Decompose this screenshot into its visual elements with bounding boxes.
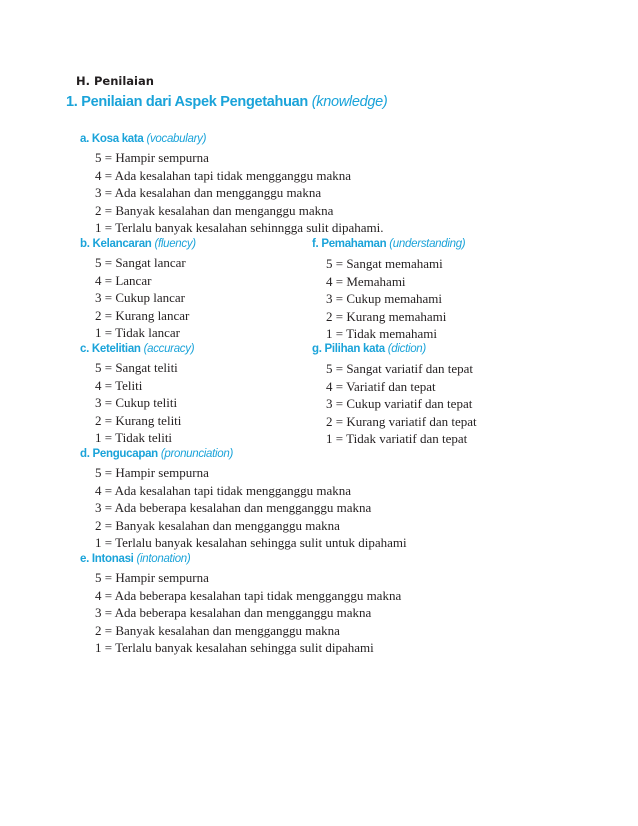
criterion-list-fluency	[95, 254, 189, 342]
criterion-english: (diction)	[387, 343, 426, 355]
criterion-label: d. Pengucapan	[80, 448, 158, 460]
list-item: 2 = Kurang variatif dan tepat	[326, 413, 477, 429]
list-item: 3 = Ada beberapa kesalahan dan mengganggu makna	[95, 605, 372, 621]
criterion-heading-fluency	[80, 238, 196, 250]
criterion-list-accuracy	[95, 359, 181, 447]
list-item: 4 = Ada beberapa kesalahan tapi tidak mengganggu makna	[95, 587, 402, 603]
list-item: 5 = Sangat lancar	[95, 255, 186, 270]
list-item: 2 = Kurang memahami	[326, 308, 447, 324]
criterion-label: c. Ketelitian	[80, 343, 141, 355]
list-item: 3 = Cukup teliti	[95, 395, 178, 411]
list-item: 4 = Ada kesalahan tapi tidak mengganggu makna	[95, 167, 352, 183]
list-item: 1 = Terlalu banyak kesalahan sehinngga sulit dipahami.	[95, 220, 384, 236]
subheading-english: (knowledge)	[311, 94, 388, 110]
criterion-heading-pronunciation	[80, 448, 233, 460]
list-item: 5 = Hampir sempurna	[95, 465, 209, 480]
list-item: 3 = Cukup lancar	[95, 290, 186, 306]
list-item: 5 = Hampir sempurna	[95, 150, 209, 165]
criterion-list-diction	[326, 360, 477, 448]
list-item: 4 = Teliti	[95, 377, 143, 393]
criterion-heading-diction	[312, 343, 426, 355]
list-item: 5 = Hampir sempurna	[95, 570, 209, 585]
list-item: 1 = Tidak teliti	[95, 430, 173, 446]
list-item: 3 = Ada kesalahan dan mengganggu makna	[95, 185, 322, 201]
list-item: 2 = Banyak kesalahan dan mengganggu makna	[95, 517, 340, 533]
list-item: 5 = Sangat memahami	[326, 256, 443, 271]
list-item: 1 = Tidak variatif dan tepat	[326, 431, 468, 447]
list-item: 2 = Kurang lancar	[95, 307, 190, 323]
criterion-heading-accuracy	[80, 343, 194, 355]
criterion-label: b. Kelancaran	[80, 238, 152, 250]
criterion-english: (intonation)	[136, 553, 191, 565]
criterion-label: a. Kosa kata	[80, 133, 144, 145]
criterion-label: g. Pilihan kata	[312, 343, 385, 355]
criterion-label: e. Intonasi	[80, 553, 134, 565]
list-item: 2 = Kurang teliti	[95, 412, 182, 428]
list-item: 1 = Tidak lancar	[95, 325, 180, 341]
criterion-english: (pronunciation)	[160, 448, 234, 460]
criterion-heading-vocabulary	[80, 133, 206, 145]
list-item: 5 = Sangat teliti	[95, 360, 178, 375]
criterion-list-pronunciation	[95, 464, 407, 552]
criterion-english: (understanding)	[389, 238, 466, 250]
list-item: 1 = Tidak memahami	[326, 326, 437, 342]
criterion-english: (accuracy)	[143, 343, 195, 355]
list-item: 4 = Variatif dan tepat	[326, 378, 436, 394]
list-item: 4 = Ada kesalahan tapi tidak mengganggu makna	[95, 482, 352, 498]
criterion-heading-intonation	[80, 553, 190, 565]
list-item: 3 = Cukup variatif dan tepat	[326, 396, 473, 412]
list-item: 4 = Memahami	[326, 273, 406, 289]
list-item: 3 = Ada beberapa kesalahan dan mengganggu makna	[95, 500, 372, 516]
list-item: 2 = Banyak kesalahan dan menganggu makna	[95, 202, 334, 218]
criterion-heading-understanding	[312, 238, 465, 250]
list-item: 5 = Sangat variatif dan tepat	[326, 361, 474, 376]
subheading-title: 1. Penilaian dari Aspek Pengetahuan	[66, 94, 308, 110]
criterion-list-understanding	[326, 255, 446, 343]
criterion-label: f. Pemahaman	[312, 238, 387, 250]
list-item: 1 = Terlalu banyak kesalahan sehingga sulit dipahami	[95, 640, 374, 656]
criterion-list-intonation	[95, 569, 401, 657]
criterion-english: (vocabulary)	[146, 133, 207, 145]
list-item: 3 = Cukup memahami	[326, 291, 443, 307]
list-item: 4 = Lancar	[95, 272, 152, 288]
criterion-english: (fluency)	[154, 238, 196, 250]
subheading	[66, 94, 387, 110]
criterion-list-vocabulary	[95, 149, 384, 237]
list-item: 2 = Banyak kesalahan dan mengganggu makna	[95, 622, 340, 638]
list-item: 1 = Terlalu banyak kesalahan sehingga sulit untuk dipahami	[95, 535, 407, 551]
section-heading: H. Penilaian	[76, 74, 154, 88]
